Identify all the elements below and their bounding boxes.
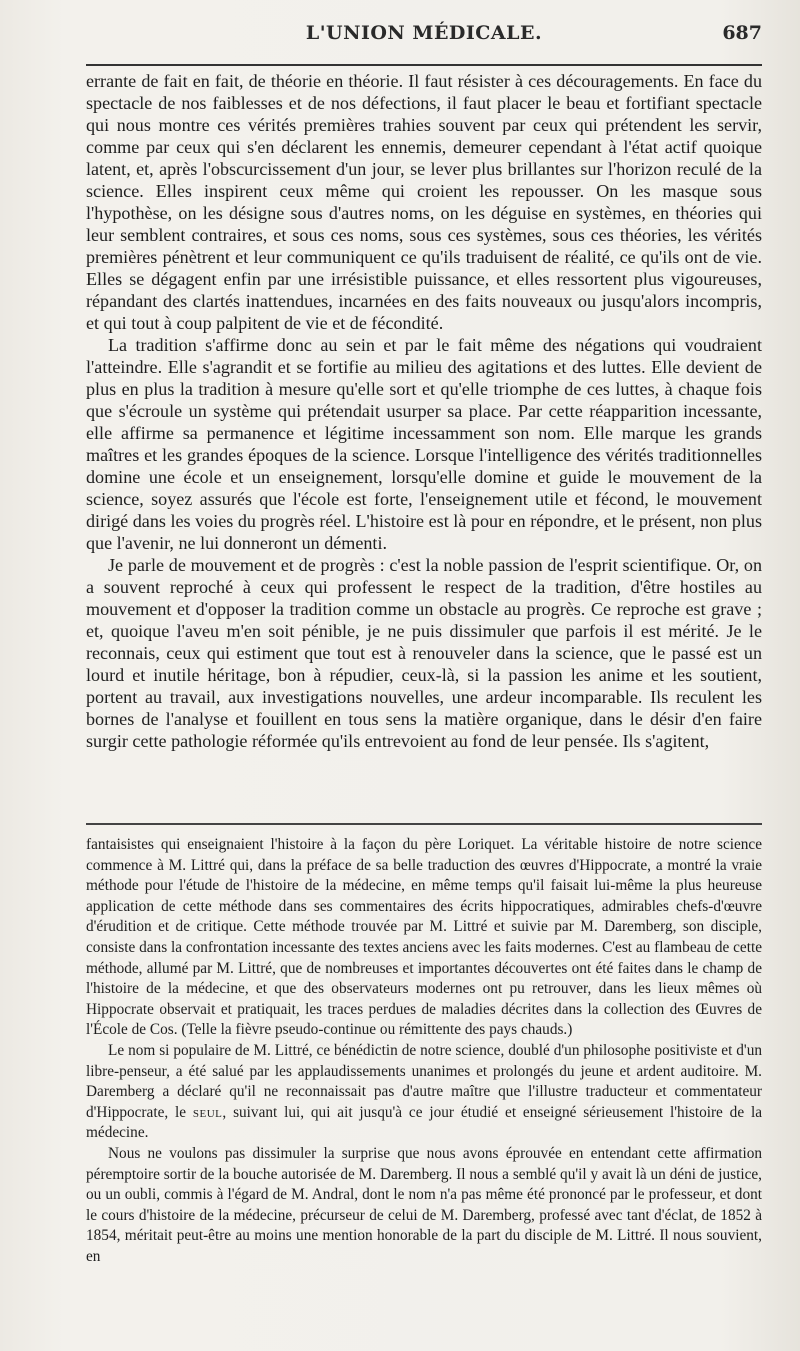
footnote-paragraph-2 [86, 1041, 762, 1144]
body-paragraph-1: errante de fait en fait, de théorie en théorie. Il faut résister à ces découragements. En face du spectacle de nos faiblesses et de nos défections, il faut placer le beau et fortifiant spectacle qui nous montre ces vérités premières trahies souvent par ceux qui prétendent les servir, comme par ceux qui s'en déclarent les ennemis, demeurer cependant à l'état actif quoique latent, et, après l'obscurcissement d'un jour, se lever plus brillantes sur l'horizon reculé de la science. Elles inspirent ceux même qui croient les repousser. On les masque sous l'hypothèse, on les désigne sous d'autres noms, on les déguise en systèmes, en théories qui leur semblent contraires, et sous ces noms, sous ces systèmes, sous ces théories, les vérités premières pénètrent et leur communiquent ce qu'ils traduisent de réalité, ce qu'ils ont de vie. Elles se dégagent enfin par une irrésistible puissance, et elles ressortent plus vigoureuses, répandant des clartés inattendues, incarnées en des faits nouveaux ou jusqu'alors incompris, et qui tout à coup palpitent de vie et de fécondité. [86, 71, 762, 333]
footnote-paragraph-1: fantaisistes qui enseignaient l'histoire à la façon du père Loriquet. La véritable histoire de notre science commence à M. Littré qui, dans la préface de sa belle traduction des œuvres d'Hippocrate, a montré la vraie méthode pour l'étude de l'histoire de la médecine, en même temps qu'il faisait lui-même la plus heureuse application de cette méthode dans ses commentaires des écrits hippocratiques, admirables chefs-d'œuvre d'érudition et de critique. Cette méthode trouvée par M. Littré et suivie par M. Daremberg, son disciple, consiste dans la confrontation incessante des textes anciens avec les faits modernes. C'est au flambeau de cette méthode, allumé par M. Littré, que de nombreuses et importantes découvertes ont été faites dans le champ de l'histoire de la médecine, et que des observateurs modernes ont pu retrouver, dans les lieux mêmes où Hippocrate observait et pratiquait, les traces perdues de maladies décrites dans la collection des Œuvres de l'École de Cos. (Telle la fièvre pseudo-continue ou rémittente des pays chauds.) [86, 836, 762, 1039]
running-title: L'UNION MÉDICALE. [305, 22, 543, 44]
footnote [86, 835, 762, 1267]
page-header [86, 22, 762, 52]
page-number: 687 [722, 22, 762, 44]
body-paragraph-3: Je parle de mouvement et de progrès : c'est la noble passion de l'esprit scientifique. Or, on a souvent reproché à ceux qui professent le respect de la tradition, d'être hostiles au mouvement et d'opposer la tradition comme un obstacle au progrès. Ce reproche est grave ; et, quoique l'aveu m'en soit pénible, je ne puis dissimuler que parfois il est mérité. Je le reconnais, ceux qui estiment que tout est à renouveler dans la science, que le passé est un lourd et inutile héritage, bon à répudier, ceux-là, si la passion les anime et les soutient, portent au travail, aux investigations nouvelles, une ardeur incomparable. Ils reculent les bornes de l'analyse et fouillent en tous sens la matière organique, dans le désir d'en faire surgir cette pathologie réformée qu'ils entrevoient au fond de leur pensée. Ils s'agitent, [86, 555, 762, 751]
main-body [86, 70, 762, 752]
footnote-paragraph-3: Nous ne voulons pas dissimuler la surprise que nous avons éprouvée en entendant cette affirmation péremptoire sortir de la bouche autorisée de M. Daremberg. Il nous a semblé qu'il y avait là un déni de justice, ou un oubli, commis à l'égard de M. Andral, dont le nom n'a pas même été prononcé par le professeur, et dont le cours d'histoire de la médecine, précurseur de celui de M. Daremberg, professé avec tant d'éclat, de 1852 à 1854, méritait peut-être au moins une mention honorable de la part du disciple de M. Littré. Il nous souvient, en [86, 1144, 762, 1265]
header-rule [86, 64, 762, 66]
footnote-rule [86, 823, 762, 825]
footnote-paragraph-2-after: , suivant lui, qui ait jusqu'à ce jour étudié et enseigné sérieusement l'histoire de la médecine. [86, 1103, 762, 1142]
footnote-paragraph-2-before: Le nom si populaire de M. Littré, ce bénédictin de notre science, doublé d'un philosophe positiviste et d'un libre-penseur, a été salué par les applaudissements unanimes et prolongés du jeune et ardent auditoire. M. Daremberg a déclaré qu'il ne reconnaissait pas d'autre maître que l'illustre traducteur et commentateur d'Hippocrate, le [86, 1041, 762, 1121]
footnote-emphasis: seul [192, 1103, 223, 1121]
body-paragraph-2: La tradition s'affirme donc au sein et par le fait même des négations qui voudraient l'atteindre. Elle s'agrandit et se fortifie au milieu des agitations et des luttes. Elle devient de plus en plus la tradition à mesure qu'elle sort et qu'elle triomphe de ces luttes, à chaque fois que s'écroule un système qui prétendait usurper sa place. Par cette réapparition incessante, elle affirme sa permanence et légitime incessamment son nom. Elle marque les grands maîtres et les grandes époques de la science. Lorsque l'intelligence des vérités traditionnelles domine une école et un enseignement, lorsqu'elle domine et guide le mouvement de la science, soyez assurés que l'école est forte, l'enseignement utile et fécond, le mouvement dirigé dans les voies du progrès réel. L'histoire est là pour en répondre, et le présent, non plus que l'avenir, ne lui donneront un démenti. [86, 335, 762, 553]
